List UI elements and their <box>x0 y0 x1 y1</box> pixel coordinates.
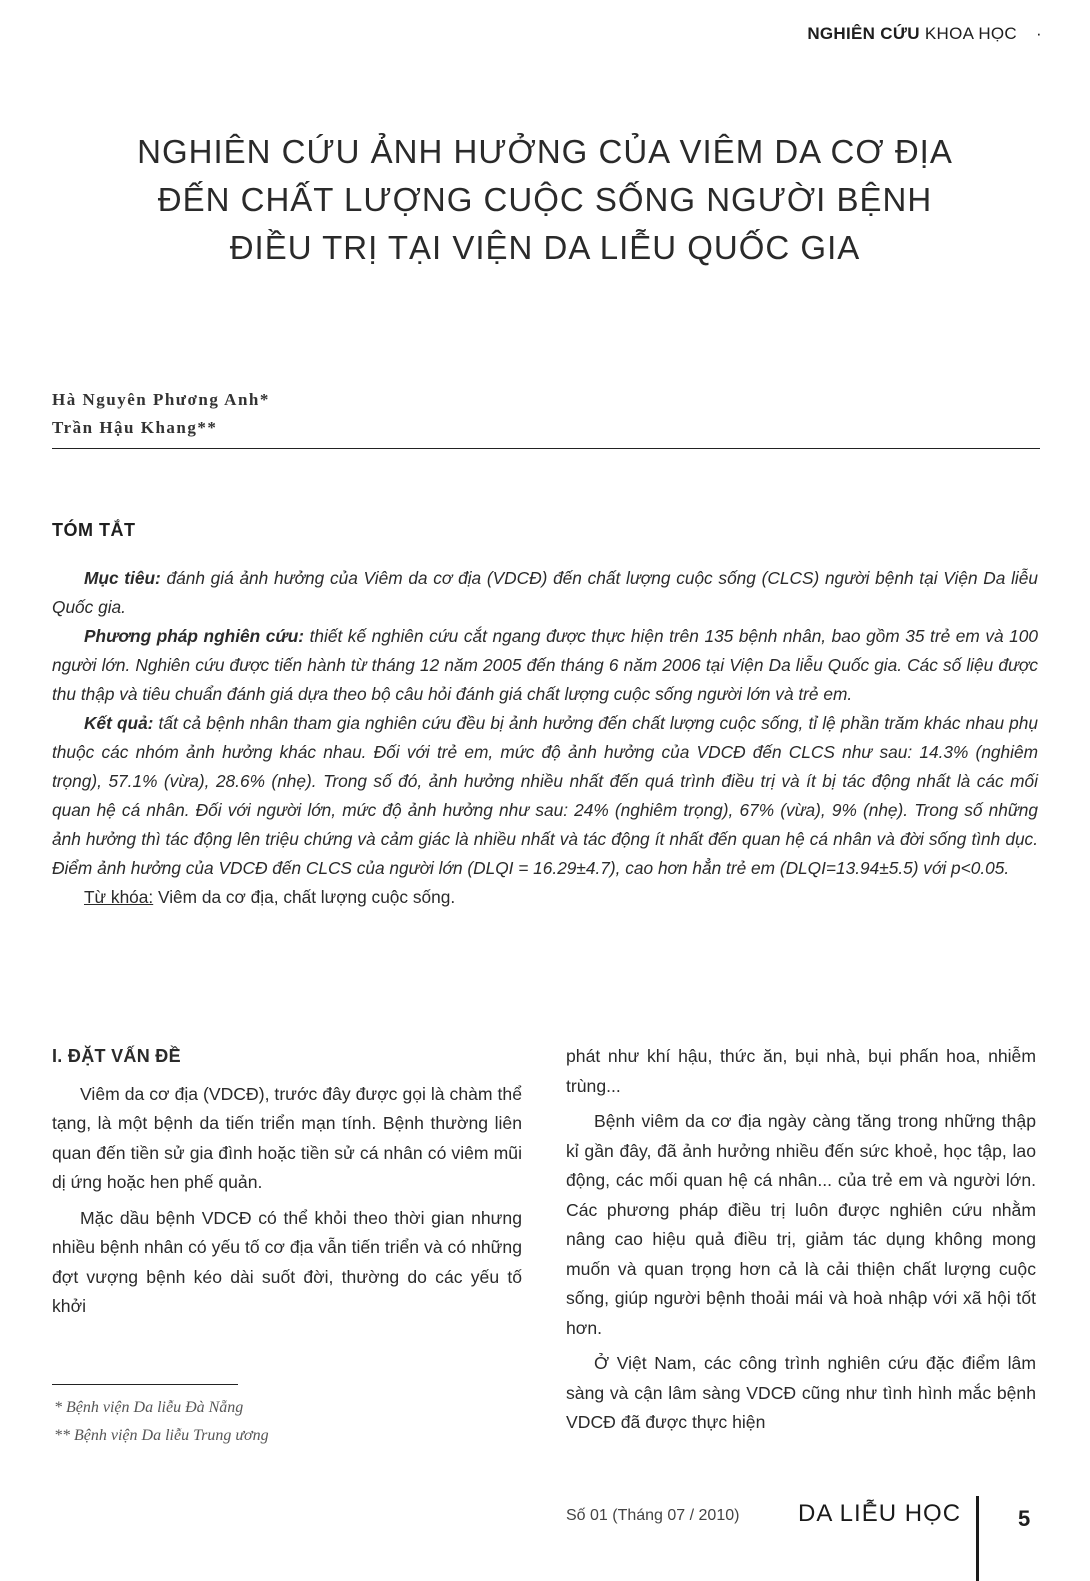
page-number: 5 <box>1018 1506 1031 1531</box>
article-title <box>100 128 990 272</box>
results-label: Kết quả: <box>84 713 154 733</box>
issue-info: Số 01 (Tháng 07 / 2010) <box>566 1507 740 1524</box>
results-text: tất cả bệnh nhân tham gia nghiên cứu đều bị ảnh hưởng đến chất lượng cuộc sống, tỉ lệ phần trăm khác nhau phụ thuộc các nhóm ảnh hưởng khác nhau. Đối với trẻ em, mức độ ảnh hưởng của VDCĐ đến CLCS như sau: 14.3% (nghiêm trọng), 57.1% (vừa), 28.6% (nhẹ). Trong số đó, ảnh hưởng nhiều nhất đến quá trình điều trị và ít bị tác động nhất là các mối quan hệ cá nhân. Đối với người lớn, mức độ ảnh hưởng như sau: 24% (nghiêm trọng), 67% (vừa), 9% (nhẹ). Trong số những ảnh hưởng thì tác động lên triệu chứng và cảm giác là nhiều nhất và tác động ít nhất đến quan hệ cá nhân và đời sống tình dục. Điểm ảnh hưởng của VDCĐ đến CLCS của người lớn (DLQI = 16.29±4.7), cao hơn hẳn trẻ em (DLQI=13.94±5.5) với p<0.05. <box>52 713 1039 878</box>
abstract-heading: TÓM TẮT <box>52 520 136 540</box>
abstract-keywords <box>52 883 1038 912</box>
right-column <box>566 1042 1036 1444</box>
abstract-body <box>52 564 1038 912</box>
footnote-divider <box>52 1384 238 1385</box>
intro-paragraph-1: Viêm da cơ địa (VDCĐ), trước đây được gọi là chàm thể tạng, là một bệnh da tiến triển mạn tính. Bệnh thường liên quan đến tiền sử gia đình hoặc tiền sử cá nhân có viêm mũi dị ứng hoặc hen phế quản. <box>52 1083 522 1192</box>
footnotes <box>54 1394 269 1450</box>
intro-paragraph-5: Ở Việt Nam, các công trình nghiên cứu đặc điểm lâm sàng và cận lâm sàng VDCĐ cũng như tình hình mắc bệnh VDCĐ đã được thực hiện <box>566 1353 1036 1432</box>
objective-label: Mục tiêu: <box>84 568 161 588</box>
footer-divider-bar <box>976 1496 979 1581</box>
title-line-2: ĐẾN CHẤT LƯỢNG CUỘC SỐNG NGƯỜI BỆNH <box>157 181 933 218</box>
section-heading-intro: I. ĐẶT VẤN ĐỀ <box>52 1046 181 1066</box>
intro-paragraph-2: Mặc dầu bệnh VDCĐ có thể khỏi theo thời gian nhưng nhiều bệnh nhân có yếu tố cơ địa vẫn tiến triển và có những đợt vượng bệnh kéo dài suốt đời, thường do các yếu tố khởi <box>52 1207 522 1316</box>
intro-paragraph-3: phát như khí hậu, thức ăn, bụi nhà, bụi phấn hoa, nhiễm trùng... <box>566 1046 1036 1096</box>
section-label-bold: NGHIÊN CỨU <box>807 24 920 43</box>
keywords-label: Từ khóa: <box>84 887 154 907</box>
section-label-rest: KHOA HỌC <box>924 24 1017 43</box>
title-line-1: NGHIÊN CỨU ẢNH HƯỞNG CỦA VIÊM DA CƠ ĐỊA <box>137 133 953 170</box>
abstract-methods <box>52 622 1038 709</box>
footnote-2: ** Bệnh viện Da liễu Trung ương <box>54 1427 269 1444</box>
header-dot: · <box>1036 24 1042 43</box>
author-1: Hà Nguyên Phương Anh* <box>52 390 270 409</box>
journal-name: DA LIỄU HỌC <box>798 1500 962 1527</box>
abstract-results <box>52 709 1038 883</box>
footnote-1: * Bệnh viện Da liễu Đà Nẵng <box>54 1399 244 1416</box>
methods-text: thiết kế nghiên cứu cắt ngang được thực hiện trên 135 bệnh nhân, bao gồm 35 trẻ em và 100 người lớn. Nghiên cứu được tiến hành từ tháng 12 năm 2005 đến tháng 6 năm 2006 tại Viện Da liễu Quốc gia. Các số liệu được thu thập và tiêu chuẩn đánh giá dựa theo bộ câu hỏi đánh giá chất lượng cuộc sống người lớn và trẻ em. <box>52 626 1038 704</box>
intro-paragraph-4: Bệnh viêm da cơ địa ngày càng tăng trong những thập kỉ gần đây, đã ảnh hưởng nhiều đến sức khoẻ, học tập, lao động, các mối quan hệ cá nhân... của trẻ em và người lớn. Các phương pháp điều trị luôn được nghiên cứu nhằm nâng cao hiệu quả điều trị, giảm tác dụng không mong muốn và quan trọng hơn cả là cải thiện chất lượng cuộc sống, giúp người bệnh thoải mái và hoà nhập với xã hội tốt hơn. <box>566 1111 1036 1338</box>
abstract-objective <box>52 564 1038 622</box>
objective-text: đánh giá ảnh hưởng của Viêm da cơ địa (VDCĐ) đến chất lượng cuộc sống (CLCS) người bệnh tại Viện Da liễu Quốc gia. <box>52 568 1038 617</box>
title-line-3: ĐIỀU TRỊ TẠI VIỆN DA LIỄU QUỐC GIA <box>229 229 861 266</box>
author-divider <box>52 448 1040 449</box>
left-column <box>52 1042 522 1328</box>
methods-label: Phương pháp nghiên cứu: <box>84 626 305 646</box>
author-2: Trần Hậu Khang** <box>52 418 218 437</box>
section-header <box>807 24 1042 44</box>
author-list <box>52 386 270 442</box>
keywords-text: Viêm da cơ địa, chất lượng cuộc sống. <box>153 887 456 907</box>
